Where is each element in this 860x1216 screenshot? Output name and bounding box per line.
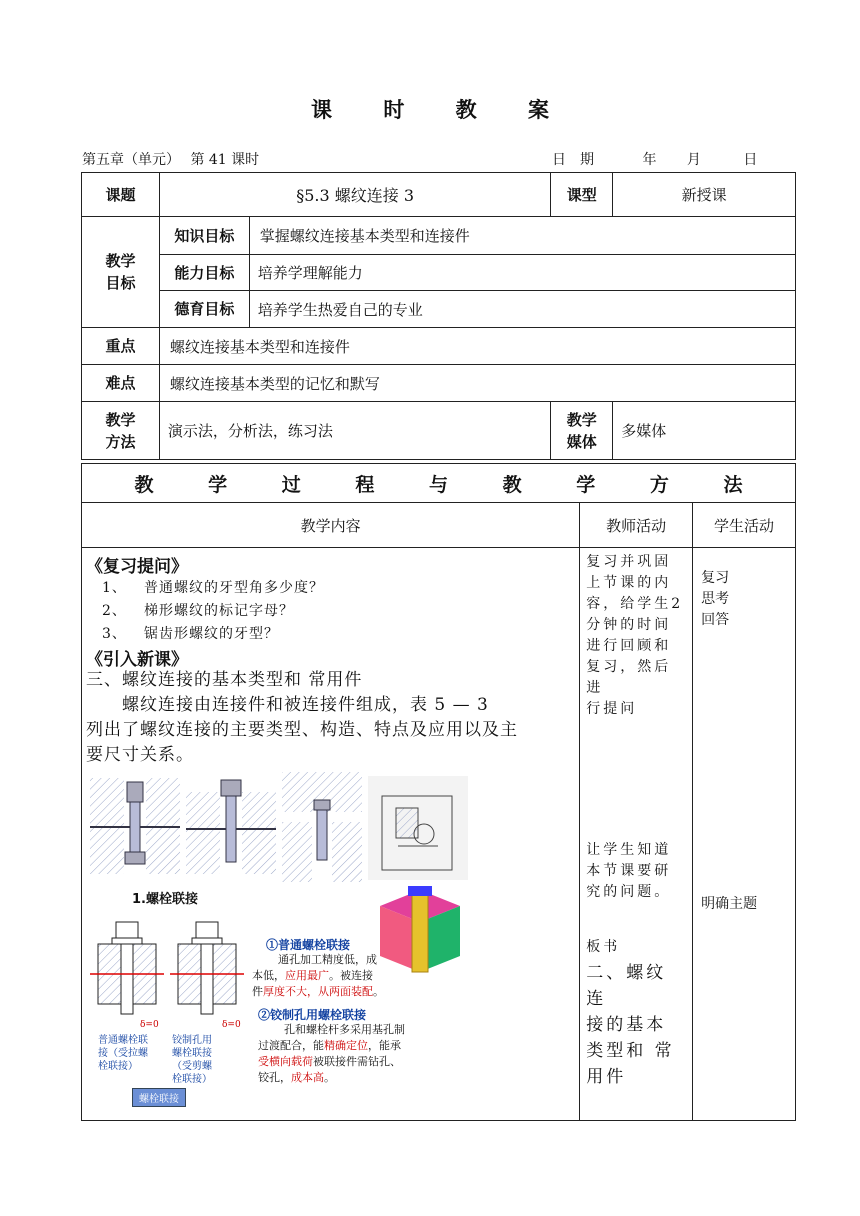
student-notes-1: [701, 568, 787, 631]
tn1-line1: 复习并巩固: [586, 554, 672, 570]
item1-text-c: 件: [252, 985, 263, 998]
knowledge-label: 知识目标: [159, 217, 249, 255]
delta-left: δ=0: [140, 1020, 159, 1030]
stud-section-drawing: [282, 772, 362, 882]
cap-right-3: （受剪螺: [172, 1061, 212, 1072]
bolt-section-drawing: [90, 778, 180, 874]
moral-value: 培养学生热爱自己的专业: [249, 291, 795, 328]
item2-line3: [258, 1054, 458, 1070]
board-text: [586, 960, 686, 1090]
process-title: 教 学 过 程 与 教 学 方 法: [82, 464, 796, 503]
key-value: 螺纹连接基本类型和连接件: [159, 328, 795, 365]
goals-label-text: 教学目标: [105, 252, 136, 292]
board-line2: 接的基本: [586, 1015, 667, 1035]
item1-red2: 厚度不大，从两面装配: [263, 985, 373, 998]
year-label: 年: [642, 152, 657, 168]
item2-red2: 受横向载荷: [258, 1055, 313, 1068]
topic-value: §5.3 螺纹连接 3: [159, 173, 550, 217]
ability-value: 培养学理解能力: [249, 255, 795, 291]
tn1-line4: 分钟的时间: [586, 617, 672, 633]
cap-left-2: 接（受拉螺: [98, 1048, 148, 1059]
lesson-info-table: [81, 172, 796, 460]
item2-red3: 成本高: [291, 1071, 324, 1084]
item1-text-b: 。被连接: [329, 969, 373, 982]
key-label: 重点: [82, 328, 160, 365]
item2-text-d: 铰孔，: [258, 1071, 291, 1084]
item1-text-d: 。: [373, 985, 384, 998]
item2-line1: 孔和螺栓杆多采用基孔制: [284, 1023, 405, 1036]
date-line: [552, 149, 757, 169]
lesson-label: 第 41 课时: [190, 152, 260, 168]
page-title: 课 时 教 案: [311, 97, 571, 122]
bolt-figure-title: 1.螺栓联接: [132, 892, 198, 907]
teacher-notes-2: [586, 840, 686, 903]
question-1-text: 普通螺纹的牙型角多少度？: [144, 580, 324, 596]
media-value: 多媒体: [613, 402, 796, 460]
item1-line1: 通孔加工精度低，成: [278, 953, 377, 966]
intro-heading: 《引入新课》: [86, 650, 188, 670]
difficulty-value: 螺纹连接基本类型的记忆和默写: [159, 365, 795, 402]
set-screw-drawing: [368, 776, 468, 880]
item1-line2: [252, 968, 412, 984]
sn1-line1: 复习: [701, 570, 730, 586]
bolt-caption-box: 螺栓联接: [132, 1088, 186, 1107]
item2-text-e: 。: [324, 1071, 335, 1084]
col-student-header: 学生活动: [693, 503, 796, 548]
day-label: 日: [743, 152, 758, 168]
item2-line4: [258, 1070, 458, 1086]
teacher-activity-cell: [580, 548, 693, 1121]
tn2-line2: 本节课要研: [586, 863, 672, 879]
cap-left-1: 普通螺栓联: [98, 1035, 148, 1046]
para-line-1: 螺纹连接由连接件和被连接件组成，表 5 — 3: [122, 695, 489, 715]
board-line4: 用件: [586, 1067, 627, 1087]
delta-right: δ=0: [222, 1020, 241, 1030]
ordinary-bolt-drawing: [90, 922, 164, 1014]
method-label-text: 教学方法: [105, 410, 136, 451]
topic-label: 课题: [82, 173, 160, 217]
difficulty-label: 难点: [82, 365, 160, 402]
knowledge-value: 掌握螺纹连接基本类型和连接件: [249, 217, 795, 255]
sn1-line2: 思考: [701, 591, 730, 607]
section-heading: 三、螺纹连接的基本类型和 常用件: [86, 670, 363, 690]
item2-text-c: 被联接件需钻孔、: [313, 1055, 401, 1068]
item2-title: ②铰制孔用螺栓联接: [258, 1008, 367, 1022]
cap-right-4: 栓联接）: [172, 1074, 212, 1085]
process-table: [81, 463, 796, 1121]
board-line1: 二、螺纹连: [586, 963, 667, 1009]
question-1-num: 1、: [102, 580, 127, 596]
item1-line3: [252, 984, 412, 1000]
tn1-line5: 进行回顾和: [586, 638, 672, 654]
media-label: [551, 402, 613, 460]
question-2-text: 梯形螺纹的标记字母？: [144, 603, 294, 619]
method-value: 演示法，分析法，练习法: [159, 402, 550, 460]
type-value: 新授课: [613, 173, 796, 217]
date-label: 日 期: [552, 152, 594, 168]
question-2-num: 2、: [102, 603, 127, 619]
item2-text-b: ，能承: [368, 1039, 401, 1052]
tn2-line3: 究的问题。: [586, 884, 672, 900]
question-2: [102, 600, 294, 620]
teacher-notes-1: [586, 552, 686, 720]
para-line-3: 要尺寸关系。: [86, 745, 194, 765]
item1-desc: [252, 952, 412, 1000]
cap-left-3: 栓联接）: [98, 1061, 138, 1072]
board-line3: 类型和 常: [586, 1041, 675, 1061]
tn1-line7: 行提问: [586, 701, 638, 717]
item1-red1: 应用最广: [285, 969, 329, 982]
question-3-text: 锯齿形螺纹的牙型？: [144, 626, 279, 642]
connection-drawings-row: [90, 772, 470, 882]
chapter-label: 第五章（单元）: [82, 152, 180, 168]
tn1-line3: 容，给学生2: [586, 596, 684, 612]
cap-right-2: 螺栓联接: [172, 1048, 212, 1059]
chapter-lesson: [82, 149, 259, 169]
month-label: 月: [686, 152, 701, 168]
reamed-bolt-drawing: [170, 922, 244, 1014]
item1-text-a: 本低，: [252, 969, 285, 982]
bolt-connection-drawings: [90, 904, 250, 1024]
item2-text-a: 过渡配合，能: [258, 1039, 324, 1052]
item1-title: ①普通螺栓联接: [266, 938, 351, 952]
tn1-line6: 复习，然后进: [586, 659, 672, 696]
type-label: 课型: [551, 173, 613, 217]
media-label-text: 教学媒体: [566, 410, 597, 451]
tn2-line1: 让学生知道: [586, 842, 672, 858]
sn1-line3: 回答: [701, 612, 730, 628]
method-label: [82, 402, 160, 460]
item2-red1: 精确定位: [324, 1039, 368, 1052]
col-content-header: 教学内容: [82, 503, 580, 548]
caption-ordinary-bolt: [98, 1034, 148, 1073]
student-activity-cell: [693, 548, 796, 1121]
item2-line2: [258, 1038, 458, 1054]
tn1-line2: 上节课的内: [586, 575, 672, 591]
question-3-num: 3、: [102, 626, 127, 642]
question-3: [102, 623, 279, 643]
content-cell: [82, 548, 580, 1121]
hinge-bolt-drawing: [186, 780, 276, 874]
student-notes-2: 明确主题: [701, 896, 758, 912]
para-line-2: 列出了螺纹连接的主要类型、构造、特点及应用以及主: [86, 720, 518, 740]
goals-label: [82, 217, 160, 328]
ability-label: 能力目标: [159, 255, 249, 291]
caption-reamed-bolt: [172, 1034, 212, 1086]
question-1: [102, 577, 324, 597]
moral-label: 德育目标: [159, 291, 249, 328]
review-heading: 《复习提问》: [86, 557, 188, 577]
col-teacher-header: 教师活动: [580, 503, 693, 548]
item2-desc: [258, 1022, 458, 1086]
board-label: 板书: [586, 939, 621, 955]
cap-right-1: 铰制孔用: [172, 1035, 212, 1046]
